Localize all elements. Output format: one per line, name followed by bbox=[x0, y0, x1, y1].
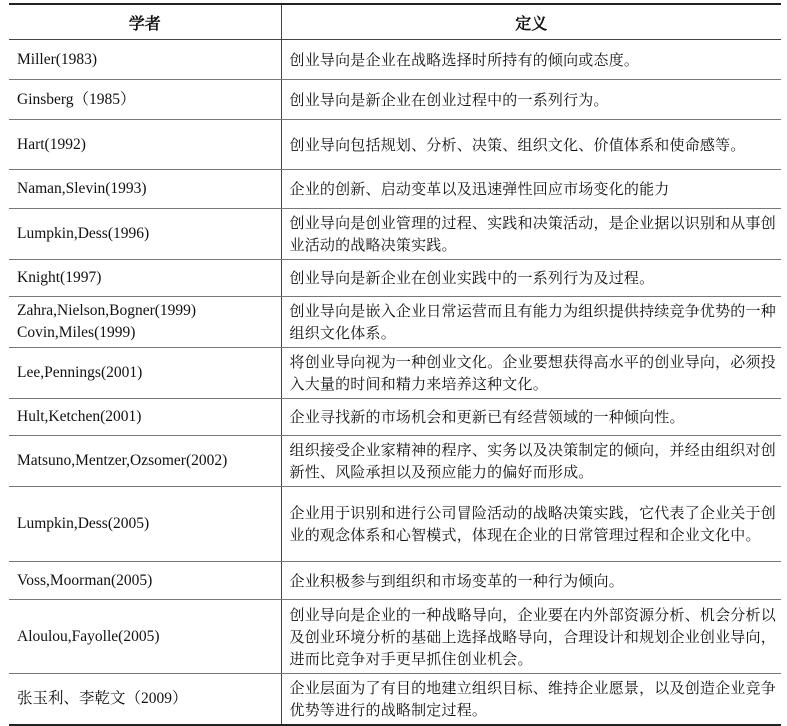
table-row bbox=[9, 120, 781, 170]
scholar-cell: Hart(1992) bbox=[9, 120, 281, 170]
table-row bbox=[9, 170, 781, 209]
definition-cell: 企业层面为了有目的地建立组织目标、维持企业愿景，以及创造企业竞争优势等进行的战略制定过程。 bbox=[289, 679, 776, 719]
scholar-cell: Naman,Slevin(1993) bbox=[9, 170, 281, 209]
definition-cell: 创业导向是嵌入企业日常运营而且有能力为组织提供持续竞争优势的一种组织文化体系。 bbox=[281, 297, 781, 348]
scholar-cell: Lumpkin,Dess(2005) bbox=[9, 487, 281, 562]
scholar-cell: Ginsberg（1985） bbox=[9, 80, 281, 120]
table-row bbox=[9, 80, 781, 120]
definition-cell: 创业导向是新企业在创业过程中的一系列行为。 bbox=[281, 80, 781, 120]
table-row bbox=[9, 260, 781, 297]
scholar-cell: Knight(1997) bbox=[9, 260, 281, 297]
definition-cell: 创业导向是创业管理的过程、实践和决策活动，是企业据以识别和从事创业活动的战略决策实践。 bbox=[281, 209, 781, 260]
table-row bbox=[9, 348, 781, 399]
scholar-cell: Lumpkin,Dess(1996) bbox=[9, 209, 281, 260]
table-row bbox=[9, 674, 781, 726]
scholar-cell: 张玉利、李乾文（2009） bbox=[9, 674, 281, 726]
table-row bbox=[9, 436, 781, 487]
table-row bbox=[9, 209, 781, 260]
header-scholar: 学者 bbox=[9, 4, 281, 40]
definition-cell: 企业用于识别和进行公司冒险活动的战略决策实践，它代表了企业关于创业的观念体系和心智模式，体现在企业的日常管理过程和企业文化中。 bbox=[281, 487, 781, 562]
definition-cell: 创业导向是企业在战略选择时所持有的倾向或态度。 bbox=[281, 40, 781, 80]
scholar-cell: Miller(1983) bbox=[9, 40, 281, 80]
table-row bbox=[9, 487, 781, 562]
definition-cell: 组织接受企业家精神的程序、实务以及决策制定的倾向，并经由组织对创新性、风险承担以及预应能力的偏好而形成。 bbox=[281, 436, 781, 487]
definition-cell: 创业导向包括规划、分析、决策、组织文化、价值体系和使命感等。 bbox=[281, 120, 781, 170]
definition-cell: 创业导向是企业的一种战略导向，企业要在内外部资源分析、机会分析以及创业环境分析的基础上选择战略导向，合理设计和规划企业创业导向，进而比竞争对手更早抓住创业机会。 bbox=[281, 600, 781, 674]
scholar-cell: Hult,Ketchen(2001) bbox=[9, 399, 281, 436]
scholar-cell: Zahra,Nielson,Bogner(1999) Covin,Miles(1999) bbox=[9, 297, 281, 348]
definition-cell: 创业导向是新企业在创业实践中的一系列行为及过程。 bbox=[281, 260, 781, 297]
scholar-cell: Voss,Moorman(2005) bbox=[9, 562, 281, 600]
scholar-cell: Matsuno,Mentzer,Ozsomer(2002) bbox=[9, 436, 281, 487]
definition-cell: 企业的创新、启动变革以及迅速弹性回应市场变化的能力 bbox=[281, 170, 781, 209]
definition-cell: 企业积极参与到组织和市场变革的一种行为倾向。 bbox=[281, 562, 781, 600]
definition-cell: 将创业导向视为一种创业文化。企业要想获得高水平的创业导向，必须投入大量的时间和精力来培养这种文化。 bbox=[281, 348, 781, 399]
table-header-row bbox=[9, 4, 781, 40]
table-row bbox=[9, 600, 781, 674]
table-row bbox=[9, 40, 781, 80]
scholar-cell: Aloulou,Fayolle(2005) bbox=[9, 600, 281, 674]
table-row bbox=[9, 297, 781, 348]
scholar-cell: Lee,Pennings(2001) bbox=[9, 348, 281, 399]
definitions-table bbox=[9, 3, 781, 726]
table-row bbox=[9, 562, 781, 600]
definition-cell: 企业寻找新的市场机会和更新已有经营领域的一种倾向性。 bbox=[281, 399, 781, 436]
table-row bbox=[9, 399, 781, 436]
header-definition: 定义 bbox=[281, 4, 781, 40]
